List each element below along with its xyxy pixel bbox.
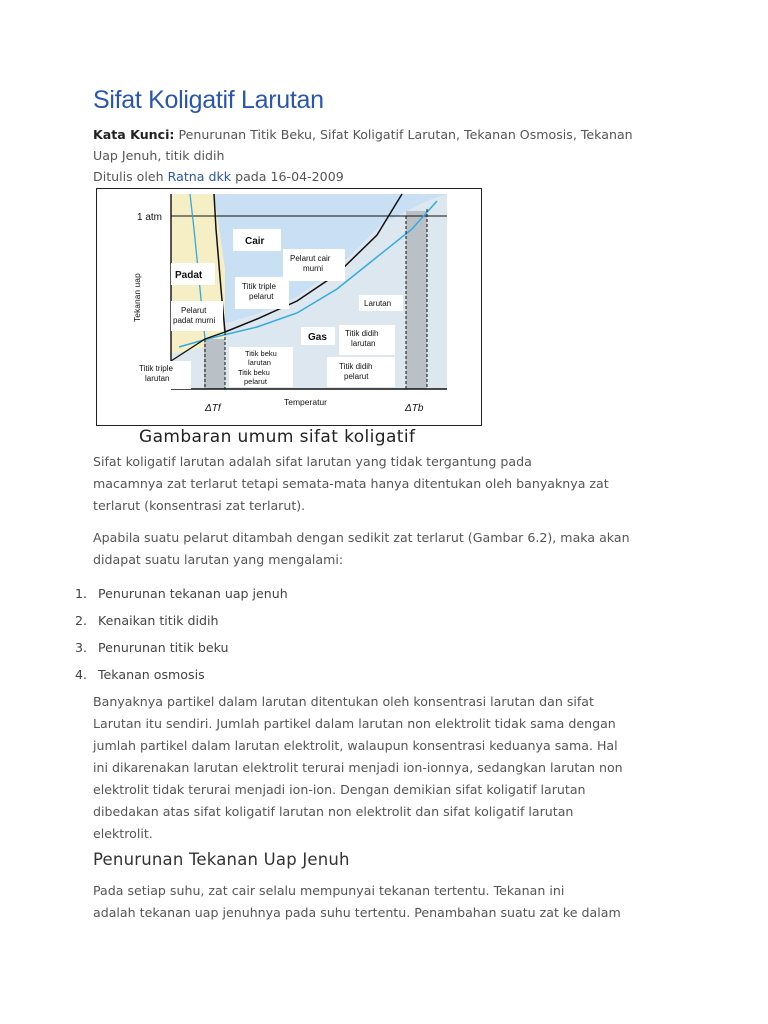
text-line: dibedakan atas sifat koligatif larutan non elektrolit dan sifat koligatif larutan: [93, 804, 574, 819]
keywords-line: [93, 124, 693, 145]
text-line: Larutan itu sendiri. Jumlah partikel dalam larutan non elektrolit tidak sama dengan: [93, 716, 616, 731]
titik-triple-pelarut-label-2: pelarut: [249, 292, 274, 301]
byline-mid: pada: [235, 169, 267, 184]
titik-beku-pelarut-label-2: pelarut: [244, 377, 267, 386]
list-text: Kenaikan titik didih: [98, 613, 219, 628]
titik-didih-pelarut-label-1: Titik didih: [339, 362, 373, 371]
x-axis-label: Temperatur: [284, 397, 327, 407]
pelarut-cair-label-2: murni: [303, 264, 324, 273]
titik-triple-pelarut-label-1: Titik triple: [242, 282, 276, 291]
atm-label: 1 atm: [137, 212, 163, 223]
titik-beku-pelarut-label-1: Titik beku: [238, 368, 270, 377]
author-link[interactable]: Ratna dkk: [167, 169, 232, 184]
delta-tf-band: [204, 339, 225, 389]
list-item: [75, 665, 288, 692]
paragraph-3: [93, 691, 683, 845]
titik-didih-pelarut-label-2: pelarut: [344, 372, 369, 381]
publish-date: 16-04-2009: [270, 169, 344, 184]
pelarut-padat-label-1: Pelarut: [181, 306, 207, 315]
text-line: elektrolit tidak terurai menjadi ion-ion. Dengan demikian sifat koligatif larutan: [93, 782, 586, 797]
text-line: adalah tekanan uap jenuhnya pada suhu tertentu. Penambahan suatu zat ke dalam: [93, 905, 621, 920]
padat-label: Padat: [175, 270, 203, 281]
phase-diagram: [97, 189, 481, 425]
phase-diagram-figure: [96, 188, 482, 426]
pelarut-cair-label-1: Pelarut cair: [290, 254, 331, 263]
page-title: Sifat Koligatif Larutan: [93, 86, 324, 114]
titik-beku-larutan-label-1: Titik beku: [245, 349, 277, 358]
effects-list: [75, 584, 288, 692]
titik-triple-larutan-label-1: Titik triple: [139, 364, 173, 373]
titik-beku-larutan-label-2: larutan: [248, 358, 271, 367]
text-line: Apabila suatu pelarut ditambah dengan sedikit zat terlarut (Gambar 6.2), maka akan: [93, 530, 630, 545]
paragraph-4: [93, 880, 683, 924]
list-item: [75, 611, 288, 638]
delta-tf-label: ΔTf: [205, 403, 221, 414]
delta-tb-label: ΔTb: [405, 403, 424, 414]
byline-prefix: Ditulis oleh: [93, 169, 164, 184]
gas-label: Gas: [308, 332, 327, 343]
text-line: Pada setiap suhu, zat cair selalu mempunyai tekanan tertentu. Tekanan ini: [93, 883, 565, 898]
paragraph-2: [93, 527, 683, 571]
larutan-label: Larutan: [364, 299, 392, 308]
cair-label: Cair: [245, 236, 265, 247]
list-item: [75, 584, 288, 611]
delta-tb-band: [406, 211, 427, 389]
text-line: didapat suatu larutan yang mengalami:: [93, 552, 344, 567]
text-line: elektrolit.: [93, 826, 153, 841]
list-number: 2.: [75, 613, 88, 628]
pelarut-padat-label-2: padat murni: [173, 316, 216, 325]
text-line: ini dikarenakan larutan elektrolit terurai menjadi ion-ionnya, sedangkan larutan non: [93, 760, 623, 775]
list-text: Tekanan osmosis: [98, 667, 205, 682]
text-line: Banyaknya partikel dalam larutan ditentukan oleh konsentrasi larutan dan sifat: [93, 694, 594, 709]
section-heading: Penurunan Tekanan Uap Jenuh: [93, 850, 350, 869]
text-line: Sifat koligatif larutan adalah sifat larutan yang tidak tergantung pada: [93, 454, 532, 469]
keywords-line-2: Uap Jenuh, titik didih: [93, 148, 225, 163]
titik-didih-larutan-label-1: Titik didih: [345, 329, 379, 338]
titik-triple-larutan-label-2: larutan: [145, 374, 170, 383]
figure-caption: Gambaran umum sifat koligatif: [139, 427, 416, 447]
list-text: Penurunan tekanan uap jenuh: [98, 586, 288, 601]
list-number: 1.: [75, 586, 88, 601]
list-text: Penurunan titik beku: [98, 640, 229, 655]
keywords-label: Kata Kunci:: [93, 127, 175, 142]
keywords-text: Penurunan Titik Beku, Sifat Koligatif Larutan, Tekanan Osmosis, Tekanan: [178, 127, 633, 142]
article-meta: [93, 124, 693, 187]
list-number: 3.: [75, 640, 88, 655]
text-line: jumlah partikel dalam larutan elektrolit, walaupun konsentrasi keduanya sama. Hal: [93, 738, 618, 753]
y-axis-label: Tekanan uap: [132, 273, 142, 322]
text-line: macamnya zat terlarut tetapi semata-mata hanya ditentukan oleh banyaknya zat: [93, 476, 609, 491]
list-number: 4.: [75, 667, 88, 682]
text-line: terlarut (konsentrasi zat terlarut).: [93, 498, 306, 513]
titik-didih-larutan-label-2: larutan: [351, 339, 376, 348]
list-item: [75, 638, 288, 665]
byline: [93, 166, 693, 187]
paragraph-1: [93, 451, 683, 517]
